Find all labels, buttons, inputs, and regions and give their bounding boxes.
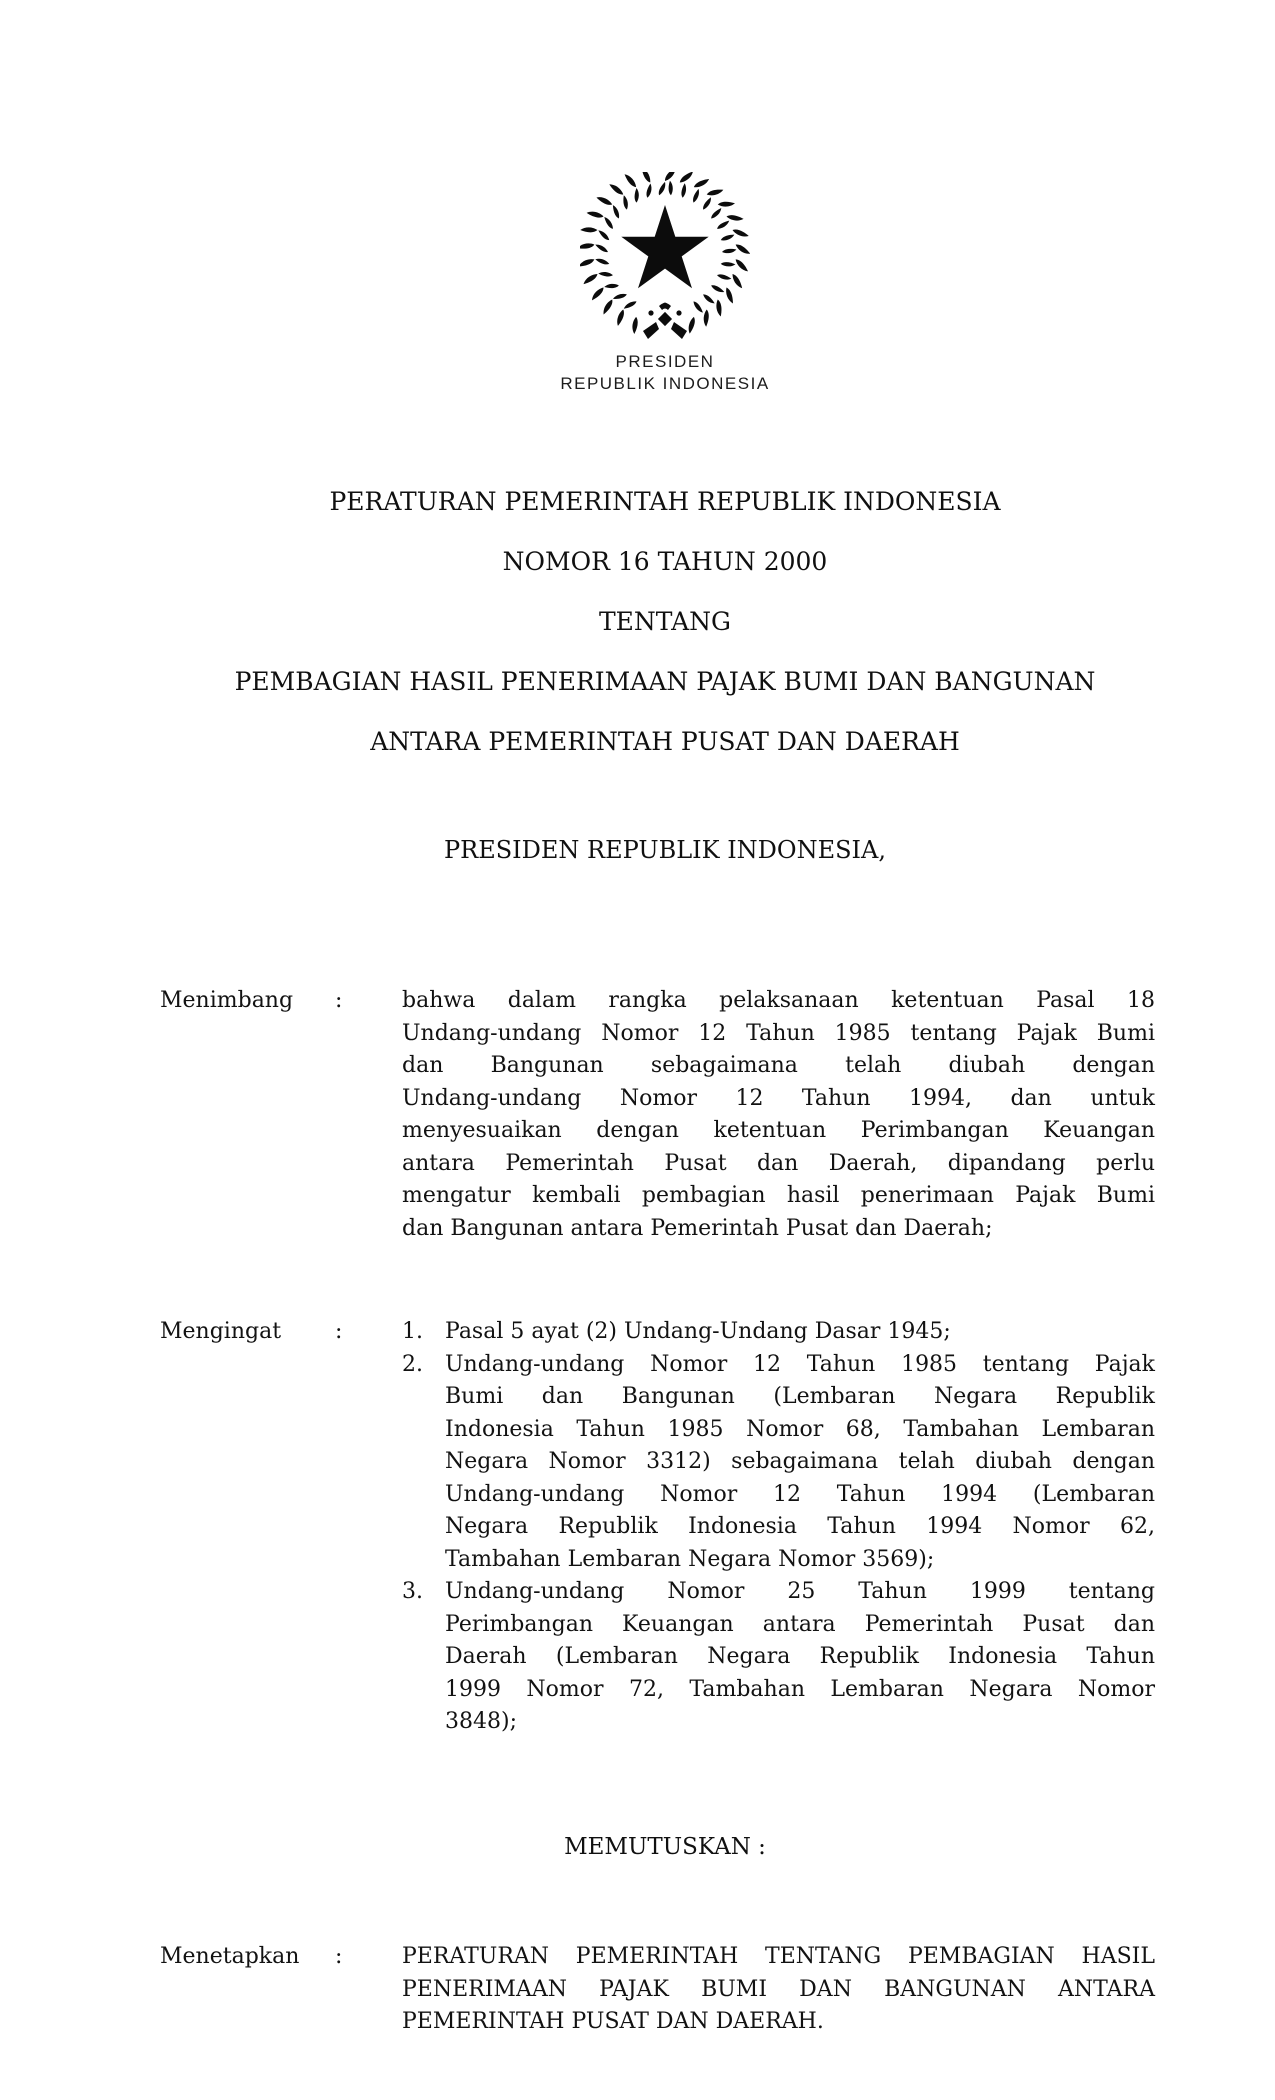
menimbang-line: bahwa dalam rangka pelaksanaan ketentuan Pasal 18 — [402, 988, 1155, 1013]
mengingat-line: Undang-undang Nomor 12 Tahun 1985 tentang Pajak — [445, 1351, 1155, 1377]
star-shape — [621, 205, 708, 288]
menimbang-body — [402, 985, 1155, 1245]
ribbon-knot — [643, 303, 687, 339]
tentang-heading: TENTANG — [598, 607, 731, 636]
menetapkan-body — [402, 1941, 1155, 2039]
mengingat-item-1 — [402, 1316, 1155, 1349]
mengingat-line: Bumi dan Bangunan (Lembaran Negara Republik — [445, 1384, 1155, 1409]
item-number: 2. — [402, 1351, 423, 1377]
menimbang-line: mengatur kembali pembagian hasil penerimaan Pajak Bumi — [402, 1183, 1155, 1208]
menetapkan-colon: : — [335, 1944, 343, 1969]
menimbang-colon: : — [335, 988, 343, 1013]
mengingat-line: Tambahan Lembaran Negara Nomor 3569); — [445, 1546, 935, 1572]
mengingat-line: Negara Republik Indonesia Tahun 1994 Nomor 62, — [445, 1514, 1155, 1539]
subject-line-2: ANTARA PEMERINTAH PUSAT DAN DAERAH — [370, 727, 960, 756]
menimbang-line: menyesuaikan dengan ketentuan Perimbangan Keuangan — [402, 1118, 1155, 1143]
mengingat-line: Perimbangan Keuangan antara Pemerintah Pusat dan — [445, 1611, 1155, 1637]
memutuskan-heading: MEMUTUSKAN : — [564, 1834, 766, 1860]
star-wreath-emblem-icon — [580, 172, 750, 342]
mengingat-line: Pasal 5 ayat (2) Undang-Undang Dasar 1945; — [445, 1319, 951, 1344]
menimbang-line: Undang-undang Nomor 12 Tahun 1994, dan untuk — [402, 1085, 1155, 1111]
menetapkan-line: PENERIMAAN PAJAK BUMI DAN BANGUNAN ANTARA — [402, 1976, 1155, 2002]
mengingat-line: Indonesia Tahun 1985 Nomor 68, Tambahan Lembaran — [445, 1416, 1155, 1442]
mengingat-section — [160, 1316, 1170, 1739]
mengingat-line: Daerah (Lembaran Negara Republik Indonesia Tahun — [445, 1644, 1155, 1669]
subject-line-1: PEMBAGIAN HASIL PENERIMAAN PAJAK BUMI DAN BANGUNAN — [234, 667, 1096, 696]
menetapkan-line: PERATURAN PEMERINTAH TENTANG PEMBAGIAN HASIL — [402, 1944, 1155, 1969]
mengingat-line: 3848); — [445, 1709, 517, 1734]
menetapkan-label: Menetapkan — [160, 1944, 300, 1969]
mengingat-line: Undang-undang Nomor 25 Tahun 1999 tentang — [445, 1579, 1155, 1604]
mengingat-label: Mengingat — [160, 1319, 282, 1344]
menimbang-line: antara Pemerintah Pusat dan Daerah, dipandang perlu — [402, 1150, 1155, 1176]
regulation-title: PERATURAN PEMERINTAH REPUBLIK INDONESIA — [329, 487, 1001, 516]
mengingat-item-2 — [402, 1349, 1155, 1577]
menimbang-section — [160, 985, 1170, 1245]
regulation-number: NOMOR 16 TAHUN 2000 — [502, 547, 828, 576]
item-number: 3. — [402, 1579, 423, 1604]
mengingat-item-3 — [402, 1576, 1155, 1739]
menetapkan-section — [160, 1941, 1170, 2039]
item-number: 1. — [402, 1319, 423, 1344]
menimbang-label: Menimbang — [160, 988, 294, 1013]
salutation: PRESIDEN REPUBLIK INDONESIA, — [443, 836, 886, 864]
mengingat-line: Negara Nomor 3312) sebagaimana telah diubah dengan — [445, 1449, 1155, 1474]
mengingat-line: 1999 Nomor 72, Tambahan Lembaran Negara Nomor — [445, 1676, 1155, 1702]
presiden-label: PRESIDEN — [615, 352, 715, 371]
mengingat-line: Undang-undang Nomor 12 Tahun 1994 (Lembaran — [445, 1481, 1155, 1507]
menimbang-line: dan Bangunan antara Pemerintah Pusat dan Daerah; — [402, 1215, 993, 1241]
menimbang-line: dan Bangunan sebagaimana telah diubah dengan — [402, 1053, 1155, 1078]
mengingat-colon: : — [335, 1319, 343, 1344]
mengingat-body — [402, 1316, 1155, 1739]
menimbang-line: Undang-undang Nomor 12 Tahun 1985 tentang Pajak Bumi — [402, 1020, 1155, 1046]
menetapkan-line: PEMERINTAH PUSAT DAN DAERAH. — [402, 2009, 824, 2034]
republik-indonesia-label: REPUBLIK INDONESIA — [560, 374, 770, 393]
